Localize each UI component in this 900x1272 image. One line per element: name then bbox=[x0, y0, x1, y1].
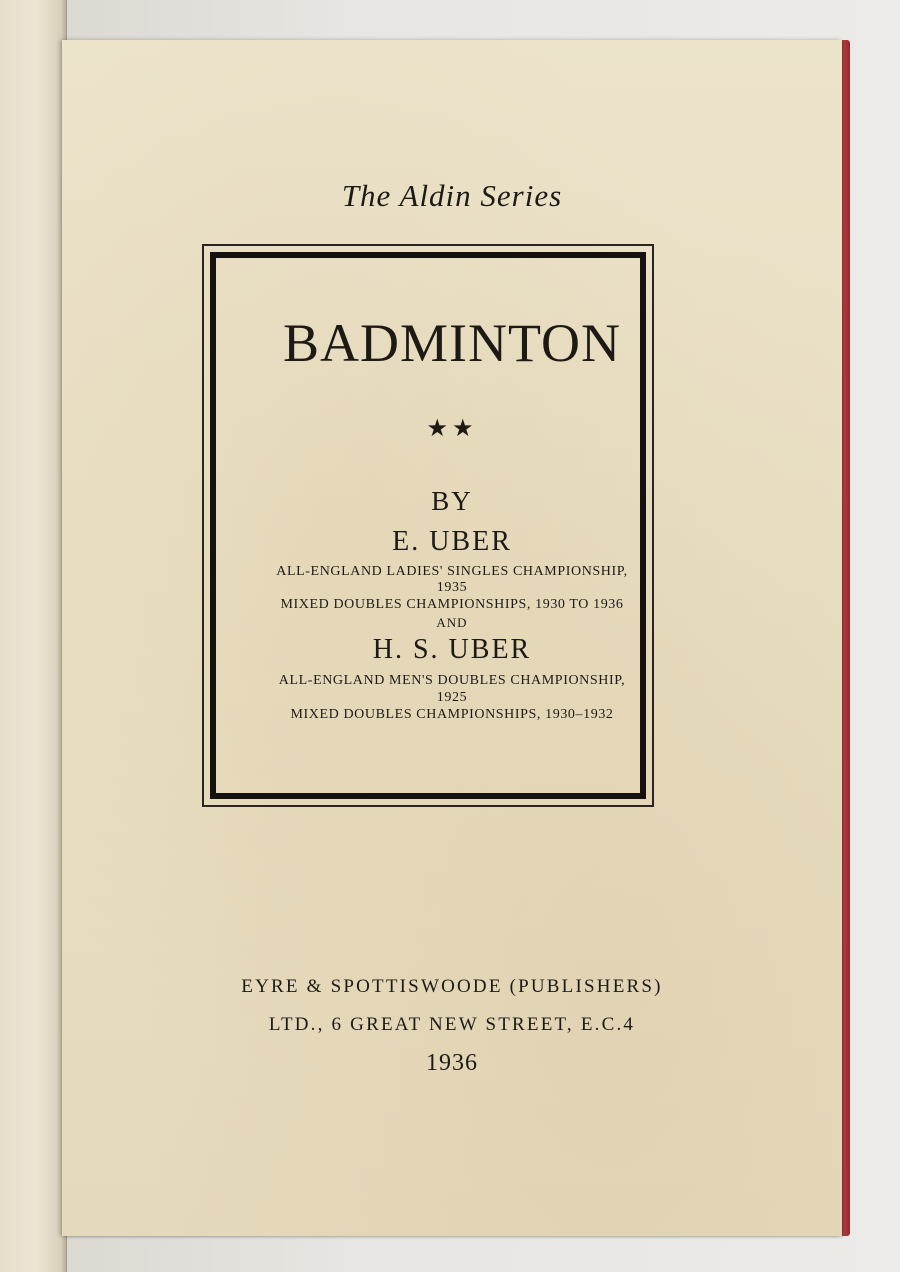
publisher-line-1: EYRE & SPOTTISWOODE (PUBLISHERS) bbox=[241, 976, 663, 997]
publication-year: 1936 bbox=[426, 1050, 478, 1076]
volume-stars: ★★ bbox=[426, 414, 478, 442]
left-page-edge bbox=[0, 0, 67, 1272]
author-1-credit-line-3: MIXED DOUBLES CHAMPIONSHIPS, 1930 TO 1936 bbox=[280, 597, 624, 612]
byline: BY bbox=[431, 486, 473, 516]
title-page bbox=[62, 40, 842, 1236]
publisher-line-2: LTD., 6 GREAT NEW STREET, E.C.4 bbox=[268, 1014, 636, 1035]
conjunction: AND bbox=[436, 615, 468, 630]
author-1-credit-line-2: 1935 bbox=[436, 580, 468, 595]
author-1-credit-line-1: ALL-ENGLAND LADIES' SINGLES CHAMPIONSHIP, bbox=[276, 564, 628, 579]
author-2-credit-line-2: 1925 bbox=[436, 690, 468, 705]
author-1-name: E. UBER bbox=[392, 526, 512, 557]
author-2-name: H. S. UBER bbox=[372, 634, 532, 665]
author-2-credit-line-1: ALL-ENGLAND MEN'S DOUBLES CHAMPIONSHIP, bbox=[278, 673, 626, 688]
book-title: BADMINTON bbox=[282, 313, 621, 373]
series-title: The Aldin Series bbox=[341, 178, 563, 213]
author-2-credit-line-3: MIXED DOUBLES CHAMPIONSHIPS, 1930–1932 bbox=[290, 707, 614, 722]
